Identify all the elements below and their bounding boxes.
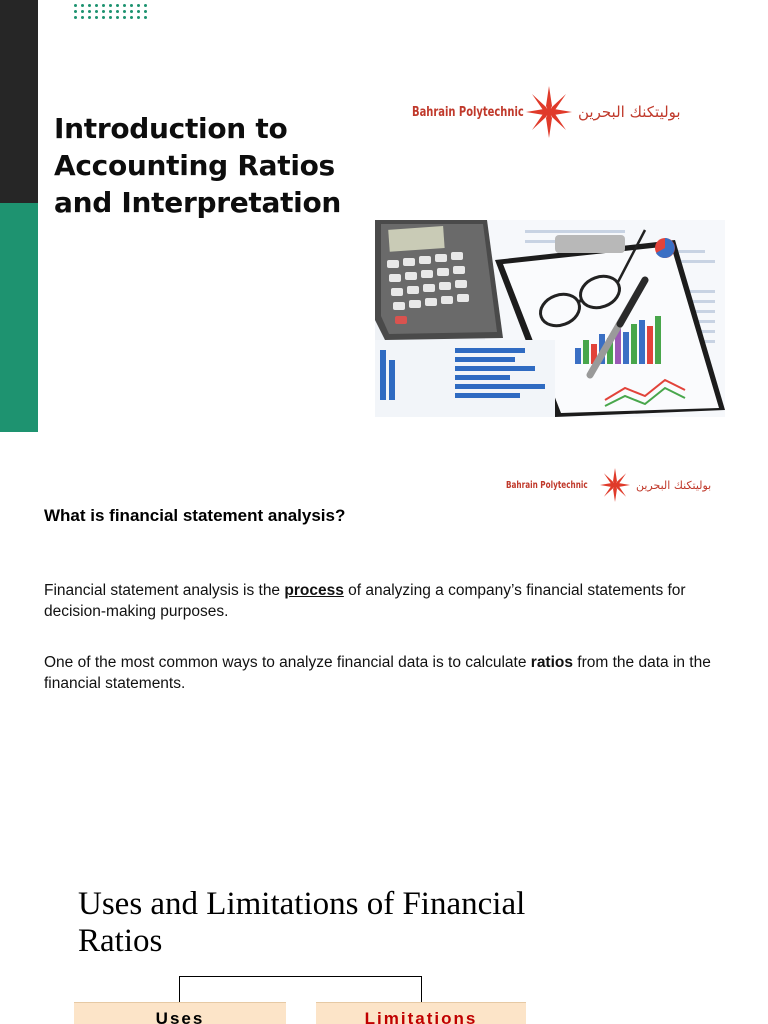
logo-text-english: Bahrain Polytechnic — [506, 479, 588, 491]
decorative-dot — [74, 16, 77, 19]
definition-text-start: Financial statement analysis is the — [44, 582, 285, 599]
decorative-dot — [95, 10, 98, 13]
decorative-dot — [88, 16, 91, 19]
ratios-text-end: from the data in the financial statements. — [44, 654, 711, 692]
decorative-dot — [109, 4, 112, 7]
decorative-dot — [109, 16, 112, 19]
decorative-dot — [116, 16, 119, 19]
decorative-dot — [74, 4, 77, 7]
decorative-dot — [81, 4, 84, 7]
decorative-dot-grid — [74, 4, 154, 22]
content-slide — [0, 450, 768, 800]
decorative-dot — [137, 4, 140, 7]
decorative-dot — [81, 10, 84, 13]
slide-title: Uses and Limitations of Financial Ratios — [78, 886, 526, 959]
decorative-dot — [116, 4, 119, 7]
emphasis-process: process — [284, 582, 344, 599]
decorative-dot — [123, 10, 126, 13]
decorative-dot — [88, 10, 91, 13]
uses-limitations-slide — [0, 860, 768, 1024]
decorative-dot — [81, 16, 84, 19]
decorative-dot — [123, 16, 126, 19]
emphasis-ratios: ratios — [530, 654, 573, 671]
decorative-dot — [123, 4, 126, 7]
definition-paragraph — [44, 580, 724, 622]
decorative-dot — [144, 10, 147, 13]
logo-text-arabic: بوليتكنك البحرين — [578, 103, 681, 121]
decorative-dot — [130, 16, 133, 19]
decorative-dot — [102, 4, 105, 7]
star-burst-icon — [598, 468, 632, 502]
ratios-paragraph — [44, 652, 724, 694]
logo-text-arabic: بوليتكنك البحرين — [636, 478, 712, 492]
decorative-dot — [88, 4, 91, 7]
section-question: What is financial statement analysis? — [44, 506, 346, 525]
decorative-dot — [74, 10, 77, 13]
title-slide — [0, 0, 768, 432]
dark-side-bar — [0, 0, 38, 203]
green-side-bar — [0, 203, 38, 432]
decorative-dot — [137, 10, 140, 13]
uses-box: Uses — [74, 1002, 286, 1024]
decorative-dot — [109, 10, 112, 13]
decorative-dot — [95, 16, 98, 19]
limitations-box: Limitations — [316, 1002, 526, 1024]
bahrain-polytechnic-logo — [506, 468, 711, 502]
decorative-dot — [95, 4, 98, 7]
decorative-dot — [130, 10, 133, 13]
star-burst-icon — [526, 86, 572, 138]
slide-title: Introduction to Accounting Ratios and Interpretation — [54, 112, 342, 219]
decorative-dot — [102, 16, 105, 19]
decorative-dot — [144, 4, 147, 7]
decorative-dot — [137, 16, 140, 19]
definition-text-end: of analyzing a company’s financial statements for decision-making purposes. — [44, 582, 686, 620]
decorative-dot — [102, 10, 105, 13]
diagram-connector — [179, 976, 422, 1002]
bahrain-polytechnic-logo — [412, 86, 681, 138]
calculator-glasses-pen-charts-photo — [375, 220, 725, 417]
decorative-dot — [130, 4, 133, 7]
ratios-text-start: One of the most common ways to analyze financial data is to calculate — [44, 654, 531, 671]
decorative-dot — [116, 10, 119, 13]
decorative-dot — [144, 16, 147, 19]
logo-text-english: Bahrain Polytechnic — [412, 104, 524, 120]
